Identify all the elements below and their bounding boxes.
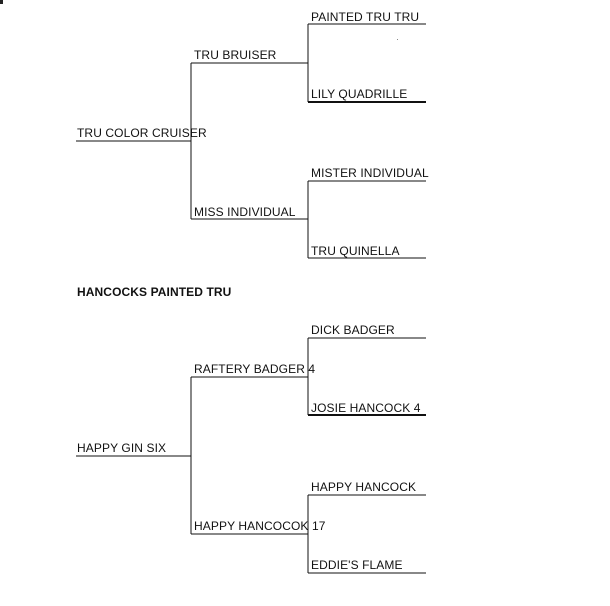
sire-dam-name-bottom: JOSIE HANCOCK 4	[311, 401, 421, 415]
sire-name-bottom: RAFTERY BADGER 4	[194, 362, 316, 376]
scan-speck	[0, 0, 3, 4]
dam-name-top: MISS INDIVIDUAL	[194, 205, 296, 219]
scan-speck	[397, 39, 398, 40]
dam-sire-name-bottom: HAPPY HANCOCK	[311, 480, 417, 494]
sire-sire-name-bottom: DICK BADGER	[311, 323, 395, 337]
dam-dam-name-bottom: EDDIE'S FLAME	[311, 558, 403, 572]
dam-dam-name-top: TRU QUINELLA	[311, 244, 400, 258]
dam-name-bottom: HAPPY HANCOCOK 17	[194, 519, 326, 533]
sire-dam-name-top: LILY QUADRILLE	[311, 87, 408, 101]
subject-name-bottom: HAPPY GIN SIX	[77, 441, 167, 455]
dam-sire-name-top: MISTER INDIVIDUAL	[311, 166, 429, 180]
section-heading: HANCOCKS PAINTED TRU	[77, 285, 232, 299]
sire-sire-name-top: PAINTED TRU TRU	[311, 10, 420, 24]
sire-name-top: TRU BRUISER	[194, 48, 277, 62]
subject-name-top: TRU COLOR CRUISER	[77, 126, 207, 140]
